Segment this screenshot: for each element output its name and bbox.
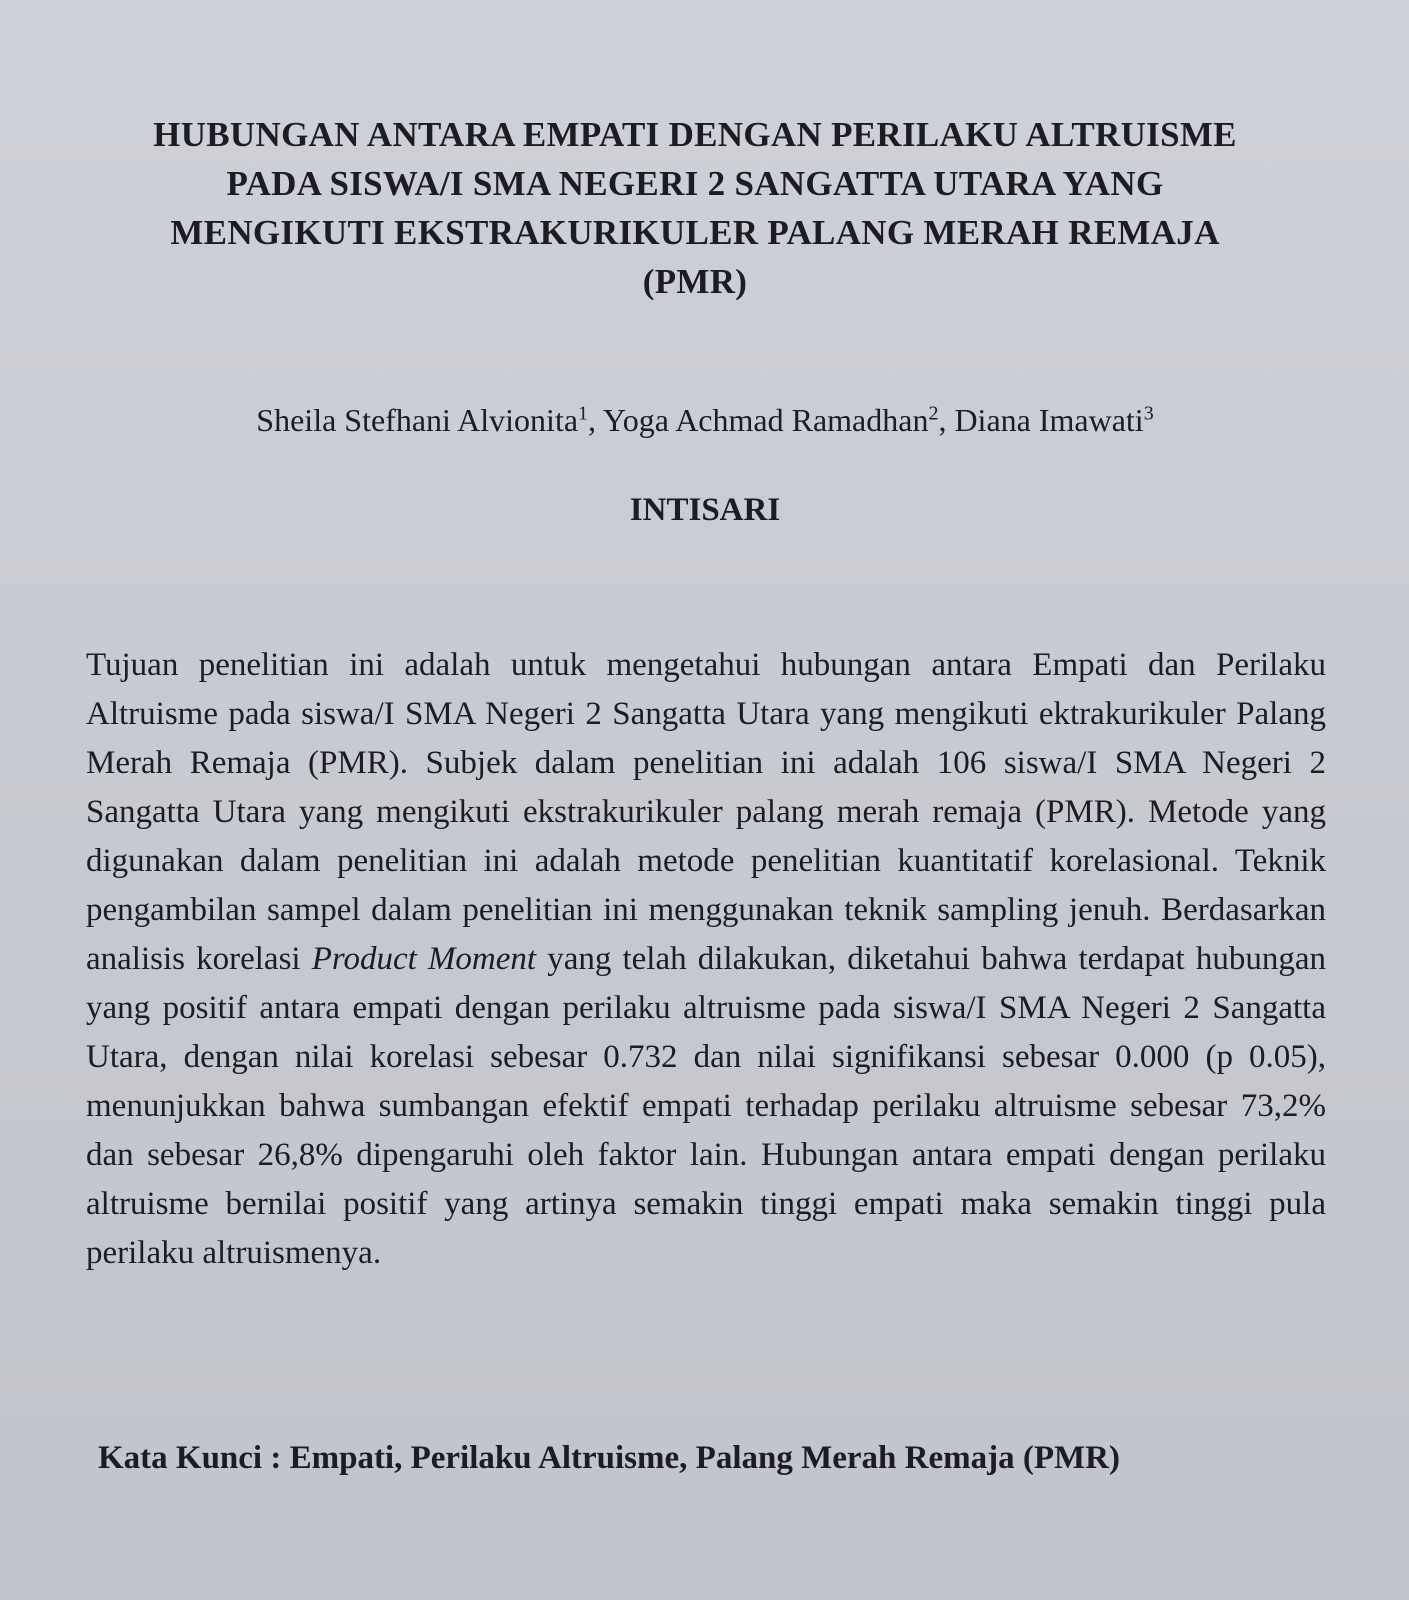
keywords-line: Kata Kunci : Empati, Perilaku Altruisme, Palang Merah Remaja (PMR) <box>98 1440 1120 1476</box>
title-line: PADA SISWA/I SMA NEGERI 2 SANGATTA UTARA YANG <box>226 164 1164 203</box>
title-line: HUBUNGAN ANTARA EMPATI DENGAN PERILAKU ALTRUISME <box>153 115 1237 154</box>
author-affiliation-mark: 1 <box>578 402 589 425</box>
paper-title <box>110 110 1280 306</box>
author-separator: , <box>938 402 955 438</box>
abstract-italic-term: Product Moment <box>311 941 537 977</box>
title-line: MENGIKUTI EKSTRAKURIKULER PALANG MERAH REMAJA <box>170 213 1220 252</box>
title-line: (PMR) <box>642 262 748 301</box>
author-name: Sheila Stefhani Alvionita <box>256 402 579 438</box>
author-affiliation-mark: 2 <box>928 402 939 425</box>
section-heading: INTISARI <box>629 492 781 528</box>
author-separator: , <box>588 402 603 438</box>
author-list <box>100 400 1310 440</box>
author-name: Yoga Achmad Ramadhan <box>602 402 929 438</box>
abstract-text: Tujuan penelitian ini adalah untuk mengetahui hubungan antara Empati dan Perilaku Altruisme pada siswa/I SMA Negeri 2 Sangatta Utara yang mengikuti ektrakurikuler Palang Merah Remaja (PMR). Subjek dalam penelitian ini adalah 106 siswa/I SMA Negeri 2 Sangatta Utara yang mengikuti ekstrakurikuler palang merah remaja (PMR). Metode yang digunakan dalam penelitian ini adalah metode penelitian kuantitatif korelasional. Teknik pengambilan sampel dalam penelitian ini menggunakan teknik sampling jenuh. Berdasarkan analisis korelasi <box>86 647 1326 977</box>
author-name: Diana Imawati <box>954 402 1144 438</box>
abstract-paragraph <box>86 641 1326 1278</box>
abstract-text: yang telah dilakukan, diketahui bahwa terdapat hubungan yang positif antara empati dengan perilaku altruisme pada siswa/I SMA Negeri 2 Sangatta Utara, dengan nilai korelasi sebesar 0.732 dan nilai signifikansi sebesar 0.000 (p 0.05), menunjukkan bahwa sumbangan efektif empati terhadap perilaku altruisme sebesar 73,2% dan sebesar 26,8% dipengaruhi oleh faktor lain. Hubungan antara empati dengan perilaku altruisme bernilai positif yang artinya semakin tinggi empati maka semakin tinggi pula perilaku altruismenya. <box>86 941 1326 1271</box>
author-affiliation-mark: 3 <box>1143 402 1154 425</box>
